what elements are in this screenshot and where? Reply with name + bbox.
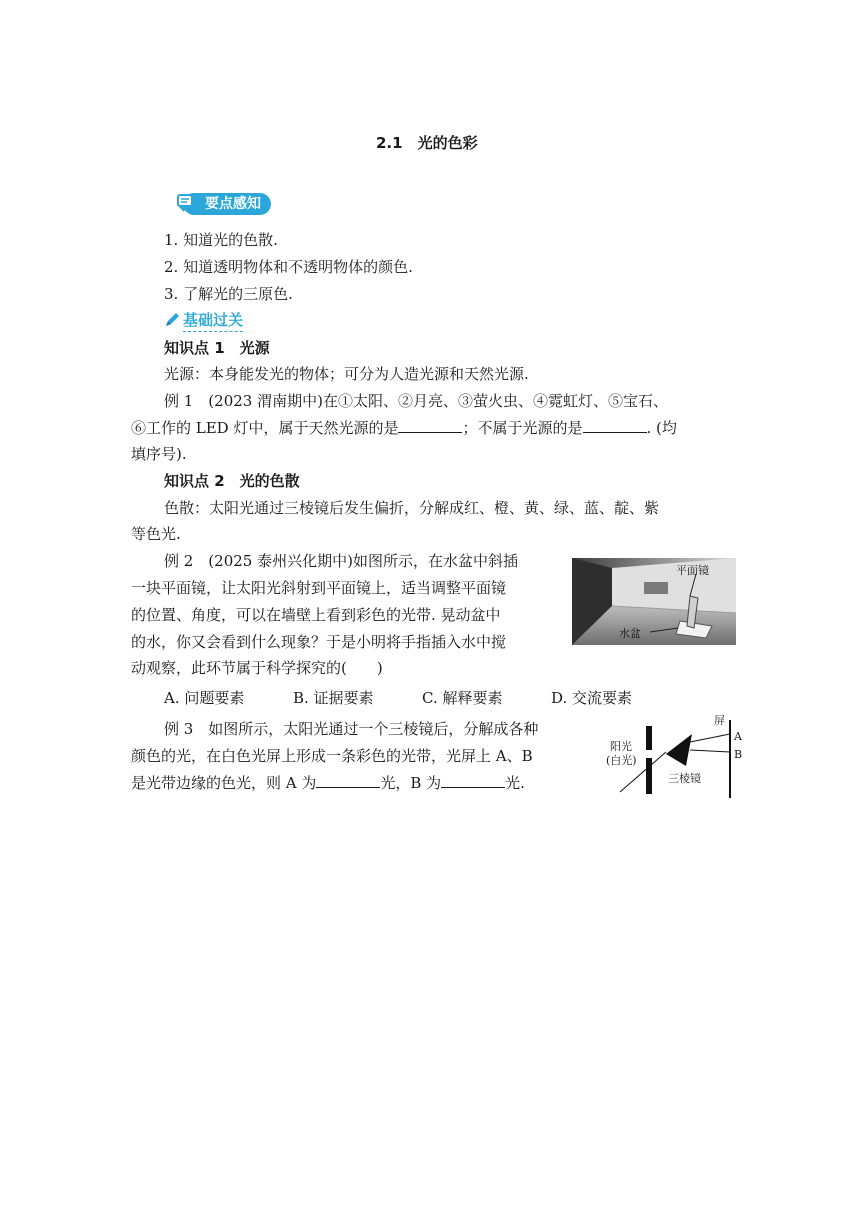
- ex3-line1: 例 3 如图所示，太阳光通过一个三棱镜后，分解成各种: [164, 720, 539, 738]
- kp2-heading: 知识点 2 光的色散: [164, 472, 300, 490]
- ex2-line: 的位置、角度，可以在墙壁上看到彩色的光带. 晃动盆中: [131, 606, 501, 624]
- ex2-line: 例 2 (2025 泰州兴化期中)如图所示，在水盆中斜插: [164, 552, 518, 570]
- basin-mirror-photo: [572, 558, 736, 645]
- ex3-line3: [131, 773, 525, 793]
- ex2-line: 的水，你又会看到什么现象？于是小明将手指插入水中搅: [131, 633, 507, 651]
- kp1-definition: 光源：本身能发光的物体；可分为人造光源和天然光源.: [164, 365, 529, 383]
- ex2-line: 一块平面镜，让太阳光斜射到平面镜上，适当调整平面镜: [131, 579, 507, 597]
- option-d[interactable]: D. 交流要素: [551, 689, 633, 707]
- ex1-line3: 填序号).: [131, 445, 187, 463]
- goal-item: 3. 了解光的三原色.: [164, 285, 293, 303]
- label-a: A: [734, 730, 742, 743]
- mirror-label: 平面镜: [676, 564, 709, 577]
- prism-diagram: [606, 712, 743, 800]
- ex1-text: ；不属于光源的是: [462, 419, 583, 437]
- ex3-line2: 颜色的光，在白色光屏上形成一条彩色的光带，光屏上 A、B: [131, 747, 533, 765]
- answer-blank[interactable]: [398, 418, 462, 433]
- pencil-icon: [163, 311, 181, 329]
- goal-item: 2. 知道透明物体和不透明物体的颜色.: [164, 258, 413, 276]
- option-b[interactable]: B. 证据要素: [293, 689, 374, 707]
- option-a[interactable]: A. 问题要素: [164, 689, 245, 707]
- kp2-definition: 色散：太阳光通过三棱镜后发生偏折，分解成红、橙、黄、绿、蓝、靛、紫: [164, 499, 660, 517]
- key-points-label: 要点感知: [183, 193, 271, 215]
- kp2-definition: 等色光.: [131, 525, 181, 543]
- ex2-line: 动观察，此环节属于科学探究的( ): [131, 659, 383, 677]
- kp1-heading: 知识点 1 光源: [164, 339, 270, 357]
- ex3-text: 光.: [505, 774, 525, 792]
- label-b: B: [734, 748, 743, 761]
- option-c[interactable]: C. 解释要素: [422, 689, 503, 707]
- ex1-line2: [131, 418, 677, 438]
- ex1-text: ⑥工作的 LED 灯中，属于天然光源的是: [131, 419, 399, 437]
- key-points-badge: [175, 192, 271, 216]
- white-light-label: (白光): [606, 754, 637, 767]
- ex3-text: 光，B 为: [380, 774, 442, 792]
- answer-blank[interactable]: [316, 773, 380, 788]
- basics-badge: [163, 308, 243, 332]
- ex1-text: . (均: [646, 419, 677, 437]
- page-title: 2.1 光的色彩: [376, 134, 478, 152]
- ex1-line1: [164, 391, 668, 411]
- sun-label: 阳光: [610, 740, 632, 753]
- ex3-text: 是光带边缘的色光，则 A 为: [131, 774, 317, 792]
- screen-label: 屏: [714, 714, 725, 727]
- basics-label: 基础过关: [183, 309, 243, 332]
- basin-label: 水盆: [619, 627, 641, 640]
- answer-blank[interactable]: [441, 773, 505, 788]
- prism-label: 三棱镜: [668, 772, 701, 785]
- goal-item: 1. 知道光的色散.: [164, 231, 278, 249]
- pin-icon: [175, 193, 197, 215]
- answer-blank[interactable]: [583, 418, 647, 433]
- ex1-text: 例 1 (2023 渭南期中)在①太阳、②月亮、③萤火虫、④霓虹灯、⑤宝石、: [164, 392, 668, 410]
